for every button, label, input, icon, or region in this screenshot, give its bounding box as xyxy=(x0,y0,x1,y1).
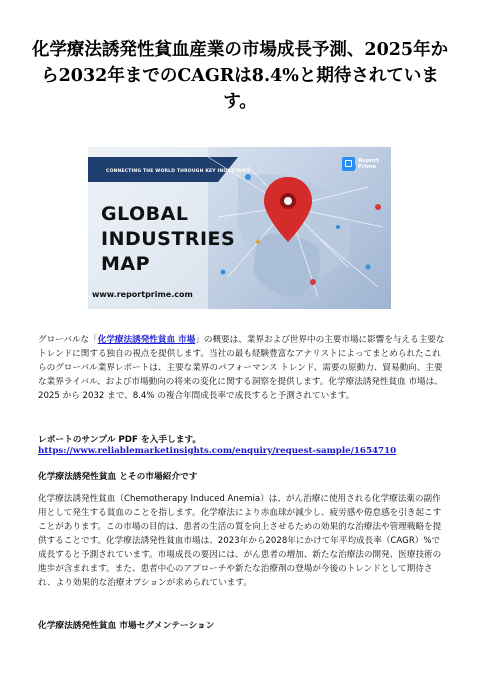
section-paragraph: 化学療法誘発性貧血（Chemotherapy Induced Anemia）は、がん治療に使用される化学療法薬の副作用として発生する貧血のことを指します。化学療法により赤血球が減少し、疲労感や倦怠感を引き起こすことがあります。この市場の目的は、患者の生活の質を向上させるための効果的な治療法や管理戦略を提供することです。化学療法誘発性貧血市場は、2023年から2028年にかけて年平均成長率（CAGR）%で成長すると予測されています。市場成長の要因には、がん患者の増加、新たな治療法の開発、医療技術の進歩が含まれます。また、患者中心のアプローチや新たな治療剤の登場が今後のトレンドとして期待され、より効果的な治療オプションが求められています。 xyxy=(38,494,442,588)
logo-text xyxy=(358,158,379,170)
page-title: 化学療法誘発性貧血産業の市場成長予測、2025年から2032年までのCAGRは8.4%と期待されています。 xyxy=(31,40,449,112)
banner-title-line: INDUSTRIES xyxy=(101,228,236,250)
market-link[interactable]: 化学療法誘発性貧血 市場 xyxy=(97,335,196,345)
banner-title-line: GLOBAL xyxy=(101,203,189,225)
banner-title xyxy=(101,202,251,277)
section-heading: 化学療法誘発性貧血 とその市場紹介です xyxy=(38,472,198,482)
report-prime-logo xyxy=(342,153,386,175)
logo-icon xyxy=(342,157,355,171)
banner-tagline: CONNECTING THE WORLD THROUGH KEY INDUSTRIES xyxy=(106,169,251,174)
intro-suffix: 」の概要は、業界および世界中の主要市場に影響を与える主要なトレンドに関する独自の視点を提供します。当社の最も経験豊富なアナリストによってまとめられたこれらのグローバル業界レポートは、主要な業界のパフォーマンス トレンド、需要の原動力、貿易動向、主要な業界ライバル、および市場動向の将来の変化に関する洞察を提供します。化学療法誘発性貧血 市場は、2025 から 2032 まで、8.4% の複合年間成長率で成長すると予測されています。 xyxy=(38,335,445,401)
logo-line: Prime xyxy=(358,164,377,170)
intro-prefix: グローバルな「 xyxy=(38,335,98,345)
banner-title-line: MAP xyxy=(101,253,151,275)
section-heading: 化学療法誘発性貧血 市場セグメンテーション xyxy=(38,621,215,631)
sample-link[interactable]: https://www.reliablemarketinsights.com/enquiry/request-sample/1654710 xyxy=(38,446,397,456)
logo-line: Report xyxy=(358,158,380,164)
banner-image xyxy=(88,147,391,309)
sample-heading: レポートのサンプル PDF を入手します。 xyxy=(38,435,202,445)
banner-url: www.reportprime.com xyxy=(92,290,193,299)
intro-paragraph xyxy=(38,333,448,403)
